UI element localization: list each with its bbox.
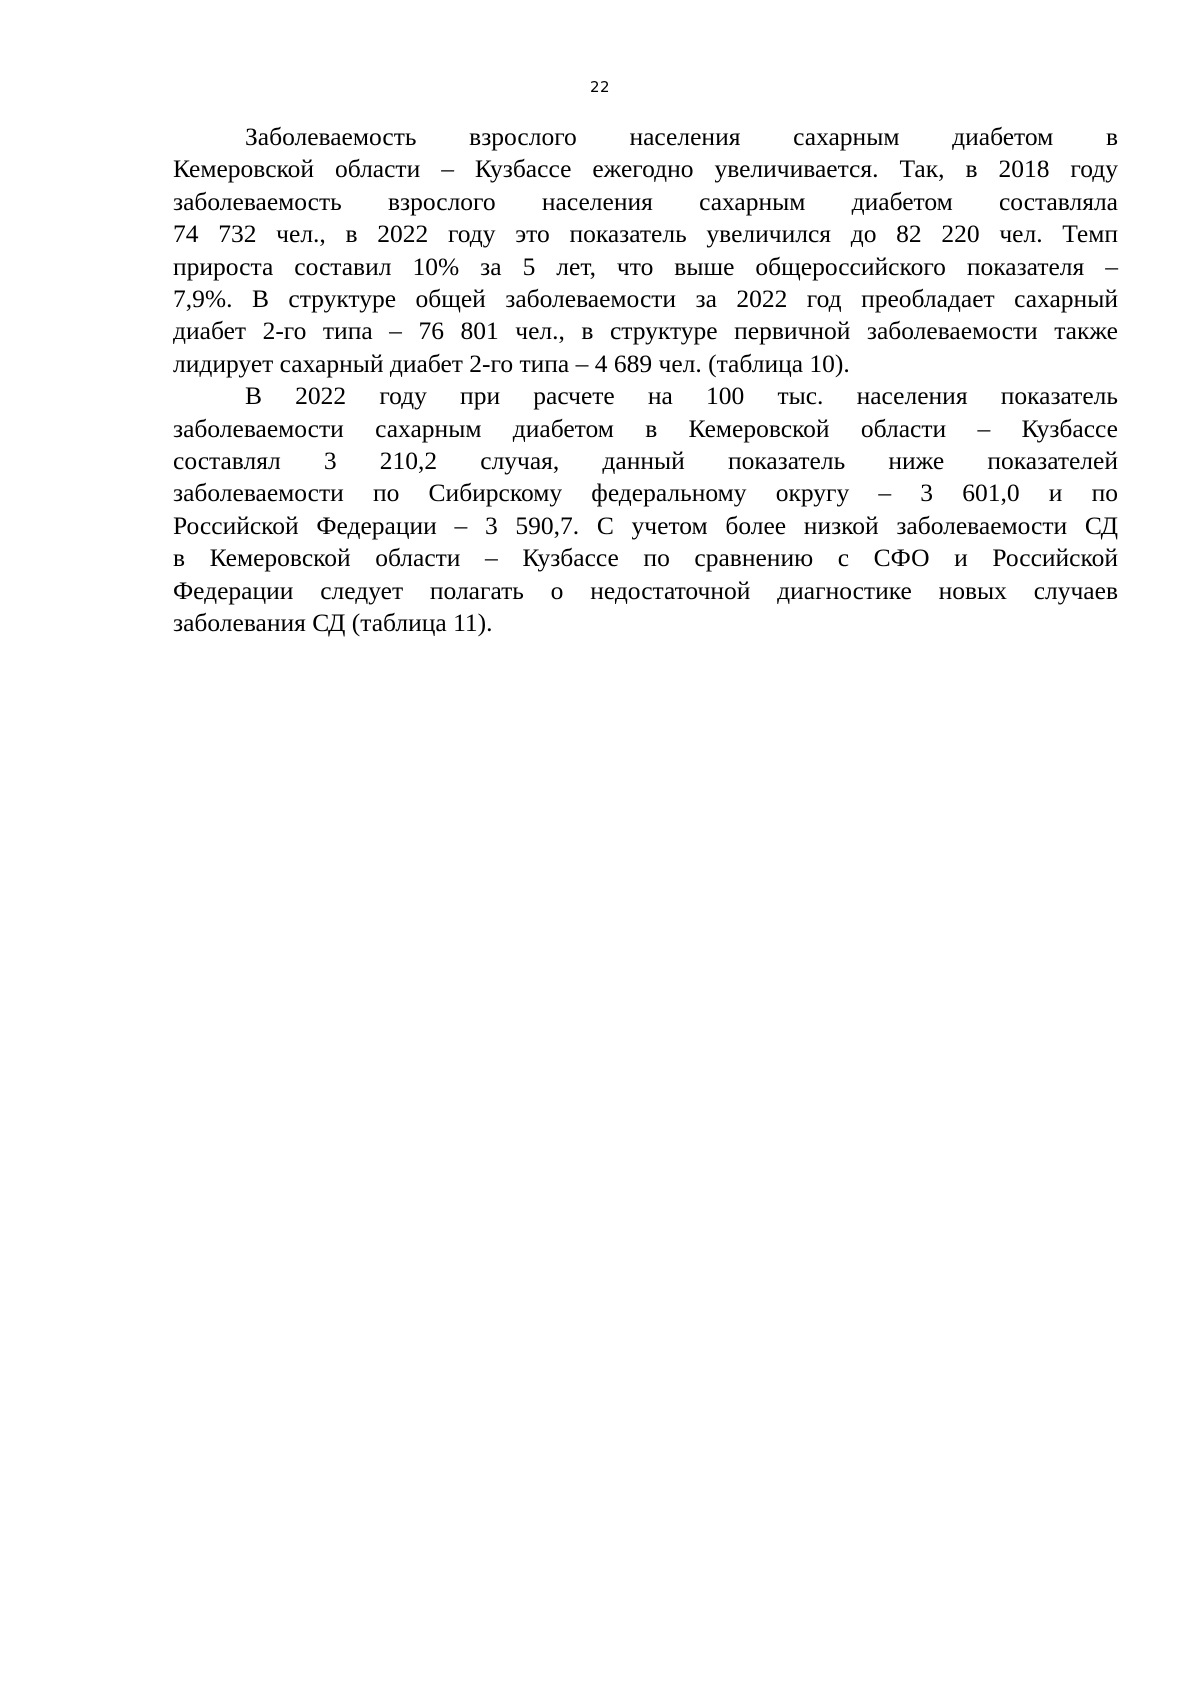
text-line: Заболеваемость взрослого населения сахарным диабетом в [245, 122, 1118, 151]
text-line: составлял 3 210,2 случая, данный показатель ниже показателей [173, 446, 1118, 476]
page-number: 22 [589, 78, 611, 96]
paragraph-2 [173, 380, 1118, 639]
text-line: заболеваемость взрослого населения сахарным диабетом составляла [173, 186, 1118, 216]
text-line: В 2022 году при расчете на 100 тыс. населения показатель [245, 381, 1118, 411]
text-line: заболеваемости по Сибирскому федеральному округу – 3 601,0 и по [173, 478, 1118, 508]
text-line: Федерации следует полагать о недостаточной диагностике новых случаев [173, 575, 1118, 605]
text-line: заболеваемости сахарным диабетом в Кемеровской области – Кузбассе [173, 413, 1118, 443]
text-line: лидирует сахарный диабет 2-го типа – 4 689 чел. (таблица 10). [173, 348, 850, 378]
text-line: заболевания СД (таблица 11). [173, 608, 493, 638]
text-line: Российской Федерации – 3 590,7. С учетом более низкой заболеваемости СД [173, 510, 1118, 540]
text-line: 74 732 чел., в 2022 году это показатель увеличился до 82 220 чел. Темп [173, 219, 1118, 249]
document-body [173, 121, 1118, 640]
text-line: диабет 2-го типа – 76 801 чел., в структуре первичной заболеваемости также [173, 316, 1118, 346]
text-line: 7,9%. В структуре общей заболеваемости за 2022 год преобладает сахарный [173, 284, 1118, 314]
paragraph-1 [173, 121, 1118, 380]
text-line: в Кемеровской области – Кузбассе по сравнению с СФО и Российской [173, 543, 1118, 573]
text-line: Кемеровской области – Кузбассе ежегодно увеличивается. Так, в 2018 году [173, 154, 1118, 184]
text-line: прироста составил 10% за 5 лет, что выше общероссийского показателя – [173, 251, 1118, 281]
